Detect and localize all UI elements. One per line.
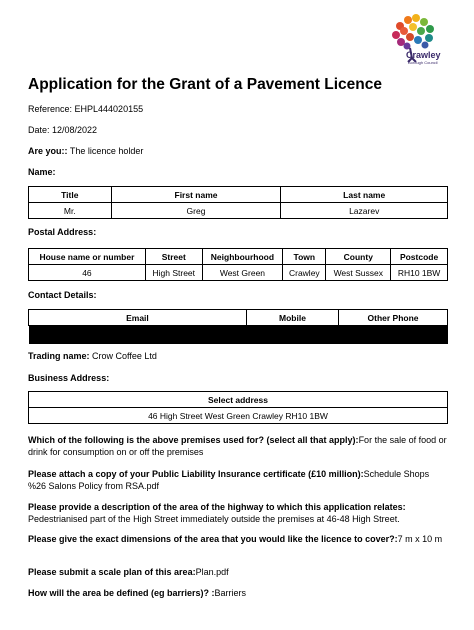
- are-you-label: Are you::: [28, 146, 68, 156]
- question-insurance: [28, 468, 448, 492]
- insurance-label: Please attach a copy of your Public Liability Insurance certificate (£10 million):: [28, 469, 364, 479]
- premises-value: For the sale of food or drink for consumption on or off the premises: [28, 435, 447, 457]
- postal-header-county: County: [326, 249, 391, 265]
- name-title: Mr.: [29, 203, 112, 219]
- plan-value: Plan.pdf: [195, 567, 229, 577]
- trading-field: [28, 350, 157, 362]
- trading-value: Crow Coffee Ltd: [89, 351, 157, 361]
- business-table: [28, 391, 448, 424]
- contact-header-other: Other Phone: [339, 310, 448, 326]
- contact-label: Contact Details:: [28, 290, 97, 300]
- postal-header-town: Town: [283, 249, 326, 265]
- crawley-logo: [386, 14, 448, 74]
- question-premises: [28, 434, 448, 458]
- postal-town: Crawley: [283, 265, 326, 281]
- postal-house: 46: [29, 265, 146, 281]
- postal-county: West Sussex: [326, 265, 391, 281]
- reference: Reference: EHPL444020155: [28, 104, 144, 114]
- dimensions-label: Please give the exact dimensions of the area that you would like the licence to cover?:: [28, 534, 398, 544]
- question-description: [28, 501, 448, 525]
- page-title: Application for the Grant of a Pavement Licence: [28, 76, 382, 93]
- postal-header-postcode: Postcode: [391, 249, 448, 265]
- postal-header-neighbourhood: Neighbourhood: [202, 249, 283, 265]
- date: Date: 12/08/2022: [28, 125, 98, 135]
- name-header-last: Last name: [281, 187, 448, 203]
- question-defined: [28, 587, 448, 599]
- postal-header-house: House name or number: [29, 249, 146, 265]
- contact-redacted: [29, 326, 448, 345]
- logo-subtitle: Borough Council: [408, 60, 438, 65]
- postal-neighbourhood: West Green: [202, 265, 283, 281]
- postal-postcode: RH10 1BW: [391, 265, 448, 281]
- description-value: Pedestrianised part of the High Street immediately outside the premises at 46-48 High Street.: [28, 514, 400, 524]
- name-header-title: Title: [29, 187, 112, 203]
- business-address: 46 High Street West Green Crawley RH10 1BW: [29, 408, 448, 424]
- name-last: Lazarev: [281, 203, 448, 219]
- plan-label: Please submit a scale plan of this area:: [28, 567, 196, 577]
- contact-header-email: Email: [29, 310, 247, 326]
- postal-table: [28, 248, 448, 281]
- contact-header-mobile: Mobile: [246, 310, 338, 326]
- question-dimensions: [28, 533, 448, 545]
- dimensions-value: 7 m x 10 m: [397, 534, 443, 544]
- business-label: Business Address:: [28, 373, 110, 383]
- name-header-first: First name: [111, 187, 281, 203]
- question-plan: [28, 566, 448, 578]
- postal-header-street: Street: [145, 249, 202, 265]
- defined-label: How will the area be defined (eg barriers)? :: [28, 588, 215, 598]
- description-label: Please provide a description of the area of the highway to which this application relates:: [28, 502, 406, 512]
- name-label: Name:: [28, 167, 56, 177]
- logo-name: Crawley: [406, 50, 441, 60]
- postal-label: Postal Address:: [28, 227, 97, 237]
- are-you-field: [28, 145, 143, 157]
- business-header: Select address: [29, 392, 448, 408]
- defined-value: Barriers: [214, 588, 247, 598]
- name-first: Greg: [111, 203, 281, 219]
- name-table: [28, 186, 448, 219]
- contact-table: [28, 309, 448, 344]
- are-you-value: The licence holder: [67, 146, 144, 156]
- postal-street: High Street: [145, 265, 202, 281]
- trading-label: Trading name:: [28, 351, 90, 361]
- insurance-value: Schedule Shops %26 Salons Policy from RSA.pdf: [28, 469, 430, 491]
- premises-label: Which of the following is the above premises used for? (select all that apply):: [28, 435, 359, 445]
